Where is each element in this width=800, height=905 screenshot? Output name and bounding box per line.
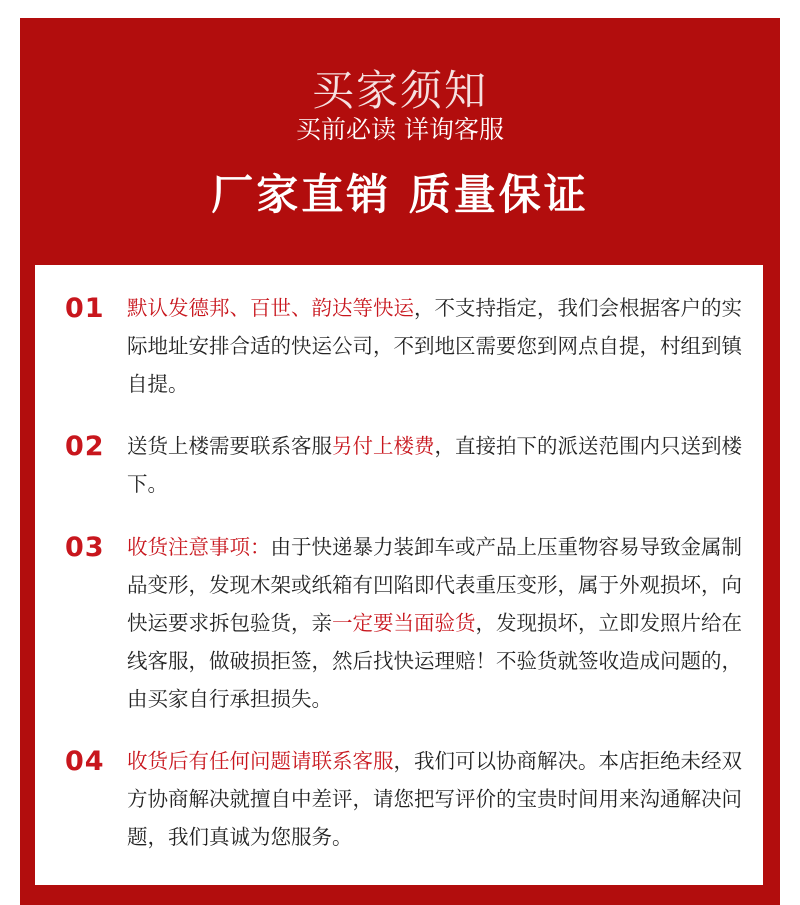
- item-text: [127, 427, 742, 503]
- header: [20, 18, 780, 268]
- notice-frame: [20, 18, 780, 905]
- page-title: 买家须知: [311, 66, 488, 115]
- item-highlight: 另付上楼费: [332, 434, 435, 458]
- item-number: 01: [65, 293, 105, 324]
- item-text: [127, 742, 742, 856]
- slogan: 厂家直销 质量保证: [211, 170, 589, 219]
- item-number: 02: [65, 431, 105, 462]
- item-text: [127, 528, 742, 718]
- item-highlight: 收货注意事项：: [127, 535, 271, 559]
- item-body: ，我们可以协商解决。本店拒绝未经双方协商解决就擅自中差评，请您把写评价的宝贵时间用来沟通解决问题，我们真诚为您服务。: [127, 749, 742, 849]
- item-body: 送货上楼需要联系客服: [127, 434, 332, 458]
- item-body: ，不支持指定，我们会根据客户的实际地址安排合适的快运公司，不到地区需要您到网点自提，村组到镇自提。: [127, 296, 742, 396]
- item-body: ，发现损坏，立即发照片给在线客服，做破损拒签，然后找快运理赔！不验货就签收造成问题的，由买家自行承担损失。: [127, 611, 742, 711]
- item-body: 由于快递暴力装卸车或产品上压重物容易导致金属制品变形，发现木架或纸箱有凹陷即代表重压变形，属于外观损坏，向快运要求拆包验货，亲: [127, 535, 742, 635]
- item-highlight: 收货后有任何问题请联系客服: [127, 749, 394, 773]
- item-text: [127, 289, 742, 403]
- item-number: 04: [65, 746, 105, 777]
- item-body: ，直接拍下的派送范围内只送到楼下。: [127, 434, 742, 496]
- item-highlight: 默认发德邦、百世、韵达等快运: [127, 296, 414, 320]
- page-subtitle: 买前必读 详询客服: [296, 115, 504, 144]
- item-number: 03: [65, 532, 105, 563]
- item-highlight: 一定要当面验货: [332, 611, 476, 635]
- notice-panel: [35, 265, 763, 885]
